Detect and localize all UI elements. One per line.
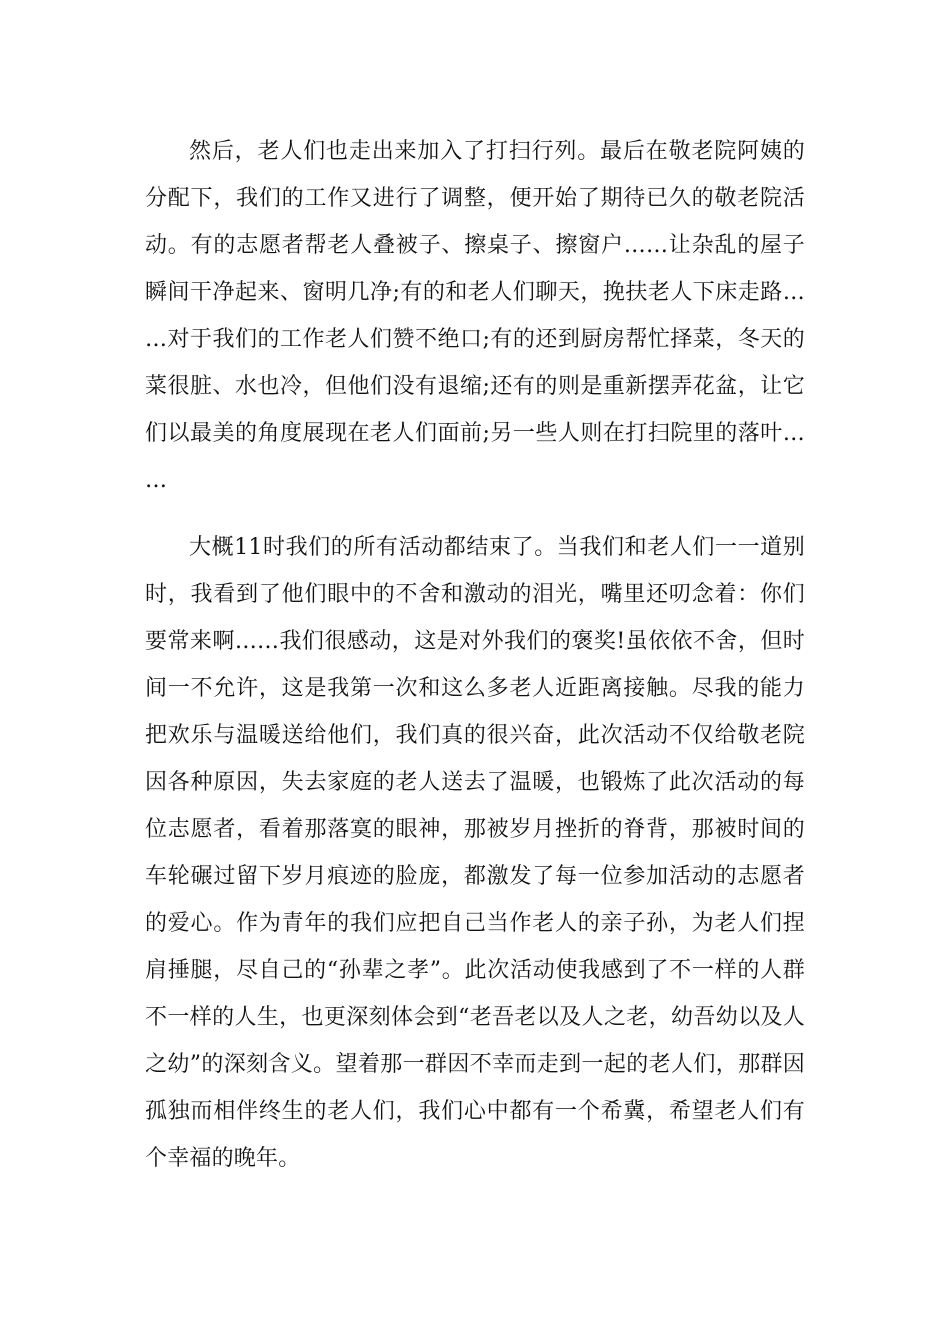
paragraph-activity-description: 然后，老人们也走出来加入了打扫行列。最后在敬老院阿姨的分配下，我们的工作又进行了调整，便开始了期待已久的敬老院活动。有的志愿者帮老人叠被子、擦桌子、擦窗户……让杂乱的屋子瞬间干净起来、窗明几净;有的和老人们聊天，挽扶老人下床走路……对于我们的工作老人们赞不绝口;有的还到厨房帮忙择菜，冬天的菜很脏、水也冷，但他们没有退缩;还有的则是重新摆弄花盆，让它们以最美的角度展现在老人们面前;另一些人则在打扫院里的落叶…… <box>145 139 805 493</box>
document-body <box>145 128 805 1182</box>
paragraph-activity-reflection: 大概11时我们的所有活动都结束了。当我们和老人们一一道别时，我看到了他们眼中的不舍和激动的泪光，嘴里还叨念着：你们要常来啊……我们很感动，这是对外我们的褒奖!虽依依不舍，但时间一不允许，这是我第一次和这么多老人近距离接触。尽我的能力把欢乐与温暖送给他们，我们真的很兴奋，此次活动不仅给敬老院因各种原因，失去家庭的老人送去了温暖，也锻炼了此次活动的每位志愿者，看着那落寞的眼神，那被岁月挫折的脊背，那被时间的车轮碾过留下岁月痕迹的脸庞，都激发了每一位参加活动的志愿者的爱心。作为青年的我们应把自己当作老人的亲子孙，为老人们捏肩捶腿，尽自己的“孙辈之孝”。此次活动使我感到了不一样的人群不一样的人生，也更深刻体会到“老吾老以及人之老，幼吾幼以及人之幼”的深刻含义。望着那一群因不幸而走到一起的老人们，那群因孤独而相伴终生的老人们，我们心中都有一个希冀，希望老人们有个幸福的晚年。 <box>145 535 805 1171</box>
